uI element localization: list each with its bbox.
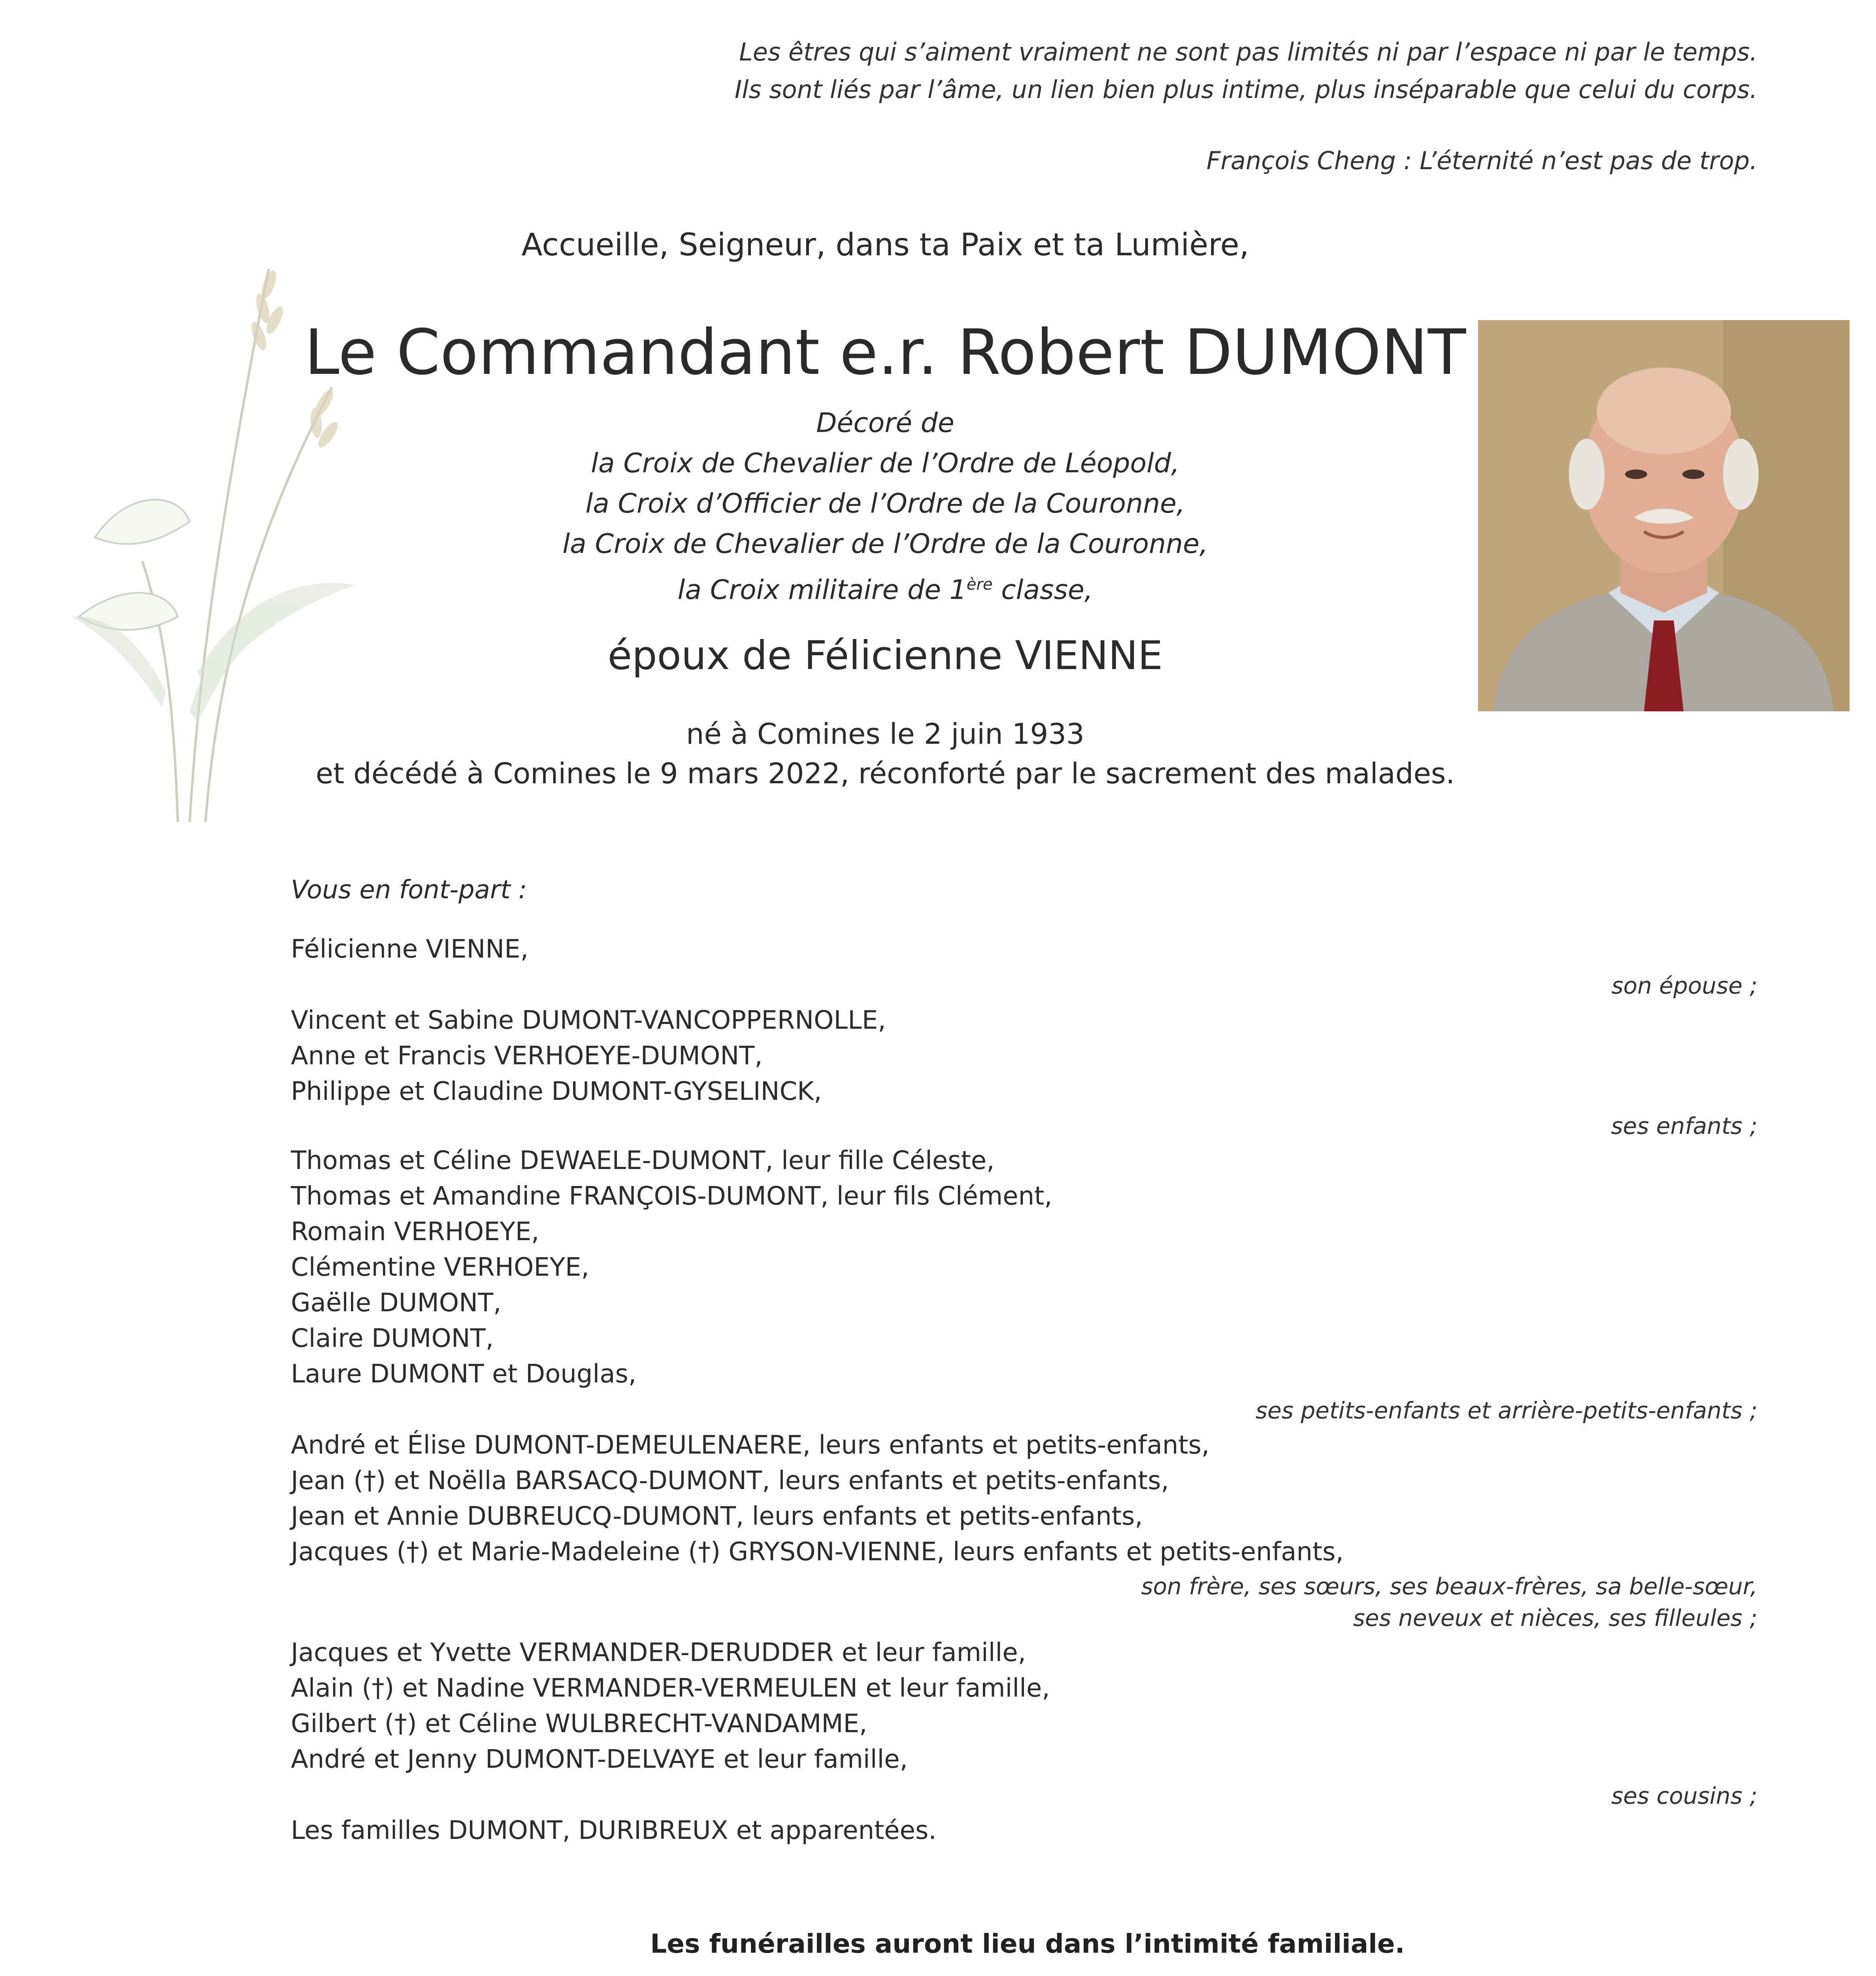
relation-cousins: ses cousins ; [1611,1782,1757,1809]
spouse-name: Félicienne VIENNE, [291,935,529,964]
funeral-title: Les funérailles auront lieu dans l’intimité familiale. [650,1929,1405,1959]
cousin-line: Alain (†) et Nadine VERMANDER-VERMEULEN et leur famille, [291,1674,1050,1703]
grandchild-line: Laure DUMONT et Douglas, [291,1359,637,1389]
decoration-line: la Croix de Chevalier de l’Ordre de la Couronne, [562,528,1208,560]
epigraph-line-2: Ils sont liés par l’âme, un lien bien plus intime, plus inséparable que celui du corps. [734,75,1757,104]
relation-spouse: son épouse ; [1611,972,1757,999]
deceased-name: Le Commandant e.r. Robert DUMONT [304,316,1466,389]
relation-siblings-2: ses neveux et nièces, ses filleules ; [1353,1605,1757,1631]
sibling-line: André et Élise DUMONT-DEMEULENAERE, leurs enfants et petits-enfants, [291,1431,1210,1460]
sibling-line: Jean et Annie DUBREUCQ-DUMONT, leurs enfants et petits-enfants, [291,1502,1143,1531]
child-line: Vincent et Sabine DUMONT-VANCOPPERNOLLE, [291,1006,886,1035]
cousin-line: Jacques et Yvette VERMANDER-DERUDDER et leur famille, [291,1638,1026,1667]
decoration-line: la Croix de Chevalier de l’Ordre de Léopold, [591,448,1180,479]
portrait-figure [1478,320,1850,711]
grandchild-line: Claire DUMONT, [291,1324,494,1353]
epigraph-source: François Cheng : L’éternité n’est pas de trop. [1206,146,1757,175]
grandchild-line: Romain VERHOEYE, [291,1217,539,1246]
prayer-line: Accueille, Seigneur, dans ta Paix et ta Lumière, [521,227,1249,263]
portrait-photo [1478,320,1850,711]
cousin-line: Gilbert (†) et Céline WULBRECHT-VANDAMME, [291,1709,867,1738]
relation-children: ses enfants ; [1611,1112,1757,1139]
relation-siblings-1: son frère, ses sœurs, ses beaux-frères, sa belle-sœur, [1141,1573,1757,1600]
grandchild-line: Thomas et Amandine FRANÇOIS-DUMONT, leur fils Clément, [291,1182,1052,1211]
grandchild-line: Gaëlle DUMONT, [291,1288,502,1318]
sibling-line: Jacques (†) et Marie-Madeleine (†) GRYSON-VIENNE, leurs enfants et petits-enfants, [291,1537,1344,1567]
families-line: Les familles DUMONT, DURIBREUX et apparentées. [291,1816,937,1845]
death-line: et décédé à Comines le 9 mars 2022, réconforté par le sacrement des malades. [315,757,1455,790]
child-line: Anne et Francis VERHOEYE-DUMONT, [291,1041,763,1071]
spouse-line: époux de Félicienne VIENNE [607,632,1163,679]
family-intro: Vous en font-part : [291,875,527,905]
relation-grandchildren: ses petits-enfants et arrière-petits-enfants ; [1255,1397,1757,1424]
decoration-line-croix-militaire: la Croix militaire de 1ère classe, [677,574,1093,606]
grandchild-line: Thomas et Céline DEWAELE-DUMONT, leur fille Céleste, [291,1146,995,1175]
cousin-line: André et Jenny DUMONT-DELVAYE et leur famille, [291,1745,908,1774]
birth-line: né à Comines le 2 juin 1933 [686,717,1084,750]
grandchild-line: Clémentine VERHOEYE, [291,1253,589,1282]
sibling-line: Jean (†) et Noëlla BARSACQ-DUMONT, leurs enfants et petits-enfants, [291,1466,1169,1495]
decoration-line: Décoré de [816,407,954,439]
decoration-line: la Croix d’Officier de l’Ordre de la Couronne, [585,488,1185,519]
child-line: Philippe et Claudine DUMONT-GYSELINCK, [291,1077,822,1106]
epigraph-line-1: Les êtres qui s’aiment vraiment ne sont pas limités ni par l’espace ni par le temps. [739,38,1757,66]
